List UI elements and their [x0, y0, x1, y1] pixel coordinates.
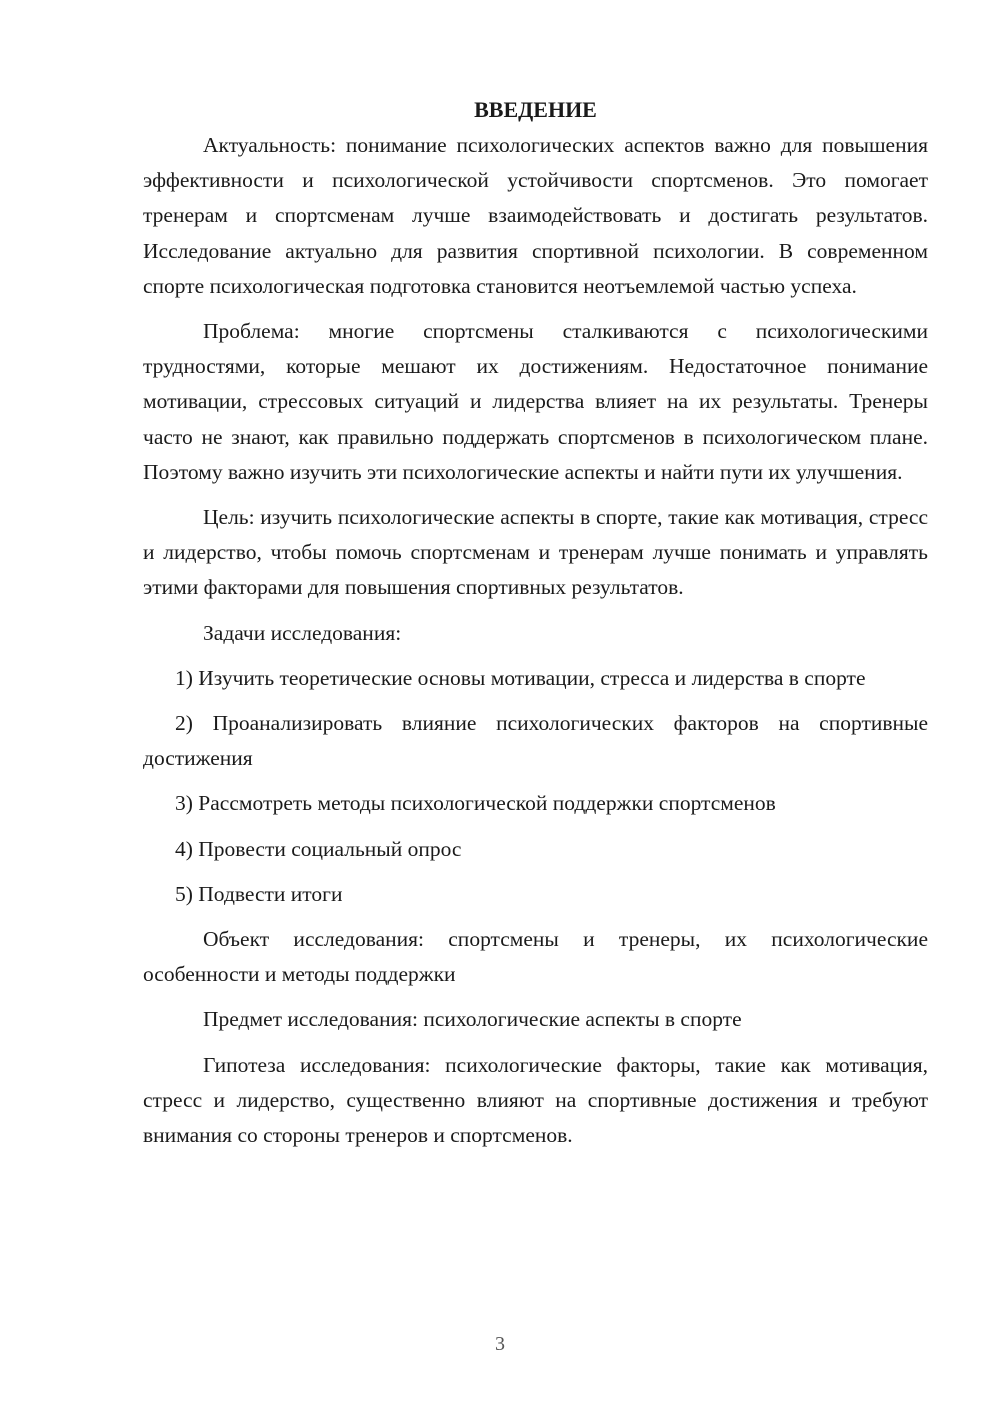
paragraph-hypothesis: Гипотеза исследования: психологические факторы, такие как мотивация, стресс и лидерство, существенно влияют на спортивные достижения и требуют внимания со стороны тренеров и спортсменов.	[143, 1052, 928, 1148]
task-item: 2) Проанализировать влияние психологических факторов на спортивные достижения	[143, 711, 928, 771]
page-number: 3	[495, 1333, 505, 1355]
task-item: 5) Подвести итоги	[175, 881, 343, 906]
paragraph-relevance: Актуальность: понимание психологических аспектов важно для повышения эффективности и психологической устойчивости спортсменов. Это помогает тренерам и спортсменам лучше взаимодействовать и достигать результатов. Исследование актуально для развития спортивной психологии. В современном спорте психологическая подготовка становится неотъемлемой частью успеха.	[143, 133, 928, 298]
task-item: 4) Провести социальный опрос	[175, 836, 462, 861]
paragraph-tasks-heading: Задачи исследования:	[203, 620, 402, 645]
paragraph-subject: Предмет исследования: психологические аспекты в спорте	[203, 1007, 742, 1032]
paragraph-goal: Цель: изучить психологические аспекты в спорте, такие как мотивация, стресс и лидерство, чтобы помочь спортсменам и тренерам лучше понимать и управлять этими факторами для повышения спортивных результатов.	[143, 505, 928, 600]
paragraph-problem: Проблема: многие спортсмены сталкиваются с психологическими трудностями, которые мешают их достижениям. Недостаточное понимание мотивации, стрессовых ситуаций и лидерства влияет на их результаты. Тренеры часто не знают, как правильно поддержать спортсменов в психологическом плане. Поэтому важно изучить эти психологические аспекты и найти пути их улучшения.	[143, 319, 928, 484]
section-title: ВВЕДЕНИЕ	[474, 97, 597, 122]
task-list	[143, 661, 928, 912]
paragraph-object: Объект исследования: спортсмены и тренеры, их психологические особенности и методы поддержки	[143, 927, 928, 987]
task-item: 3) Рассмотреть методы психологической поддержки спортсменов	[175, 791, 776, 816]
document-page	[143, 94, 928, 1163]
task-item: 1) Изучить теоретические основы мотивации, стресса и лидерства в спорте	[175, 665, 866, 690]
